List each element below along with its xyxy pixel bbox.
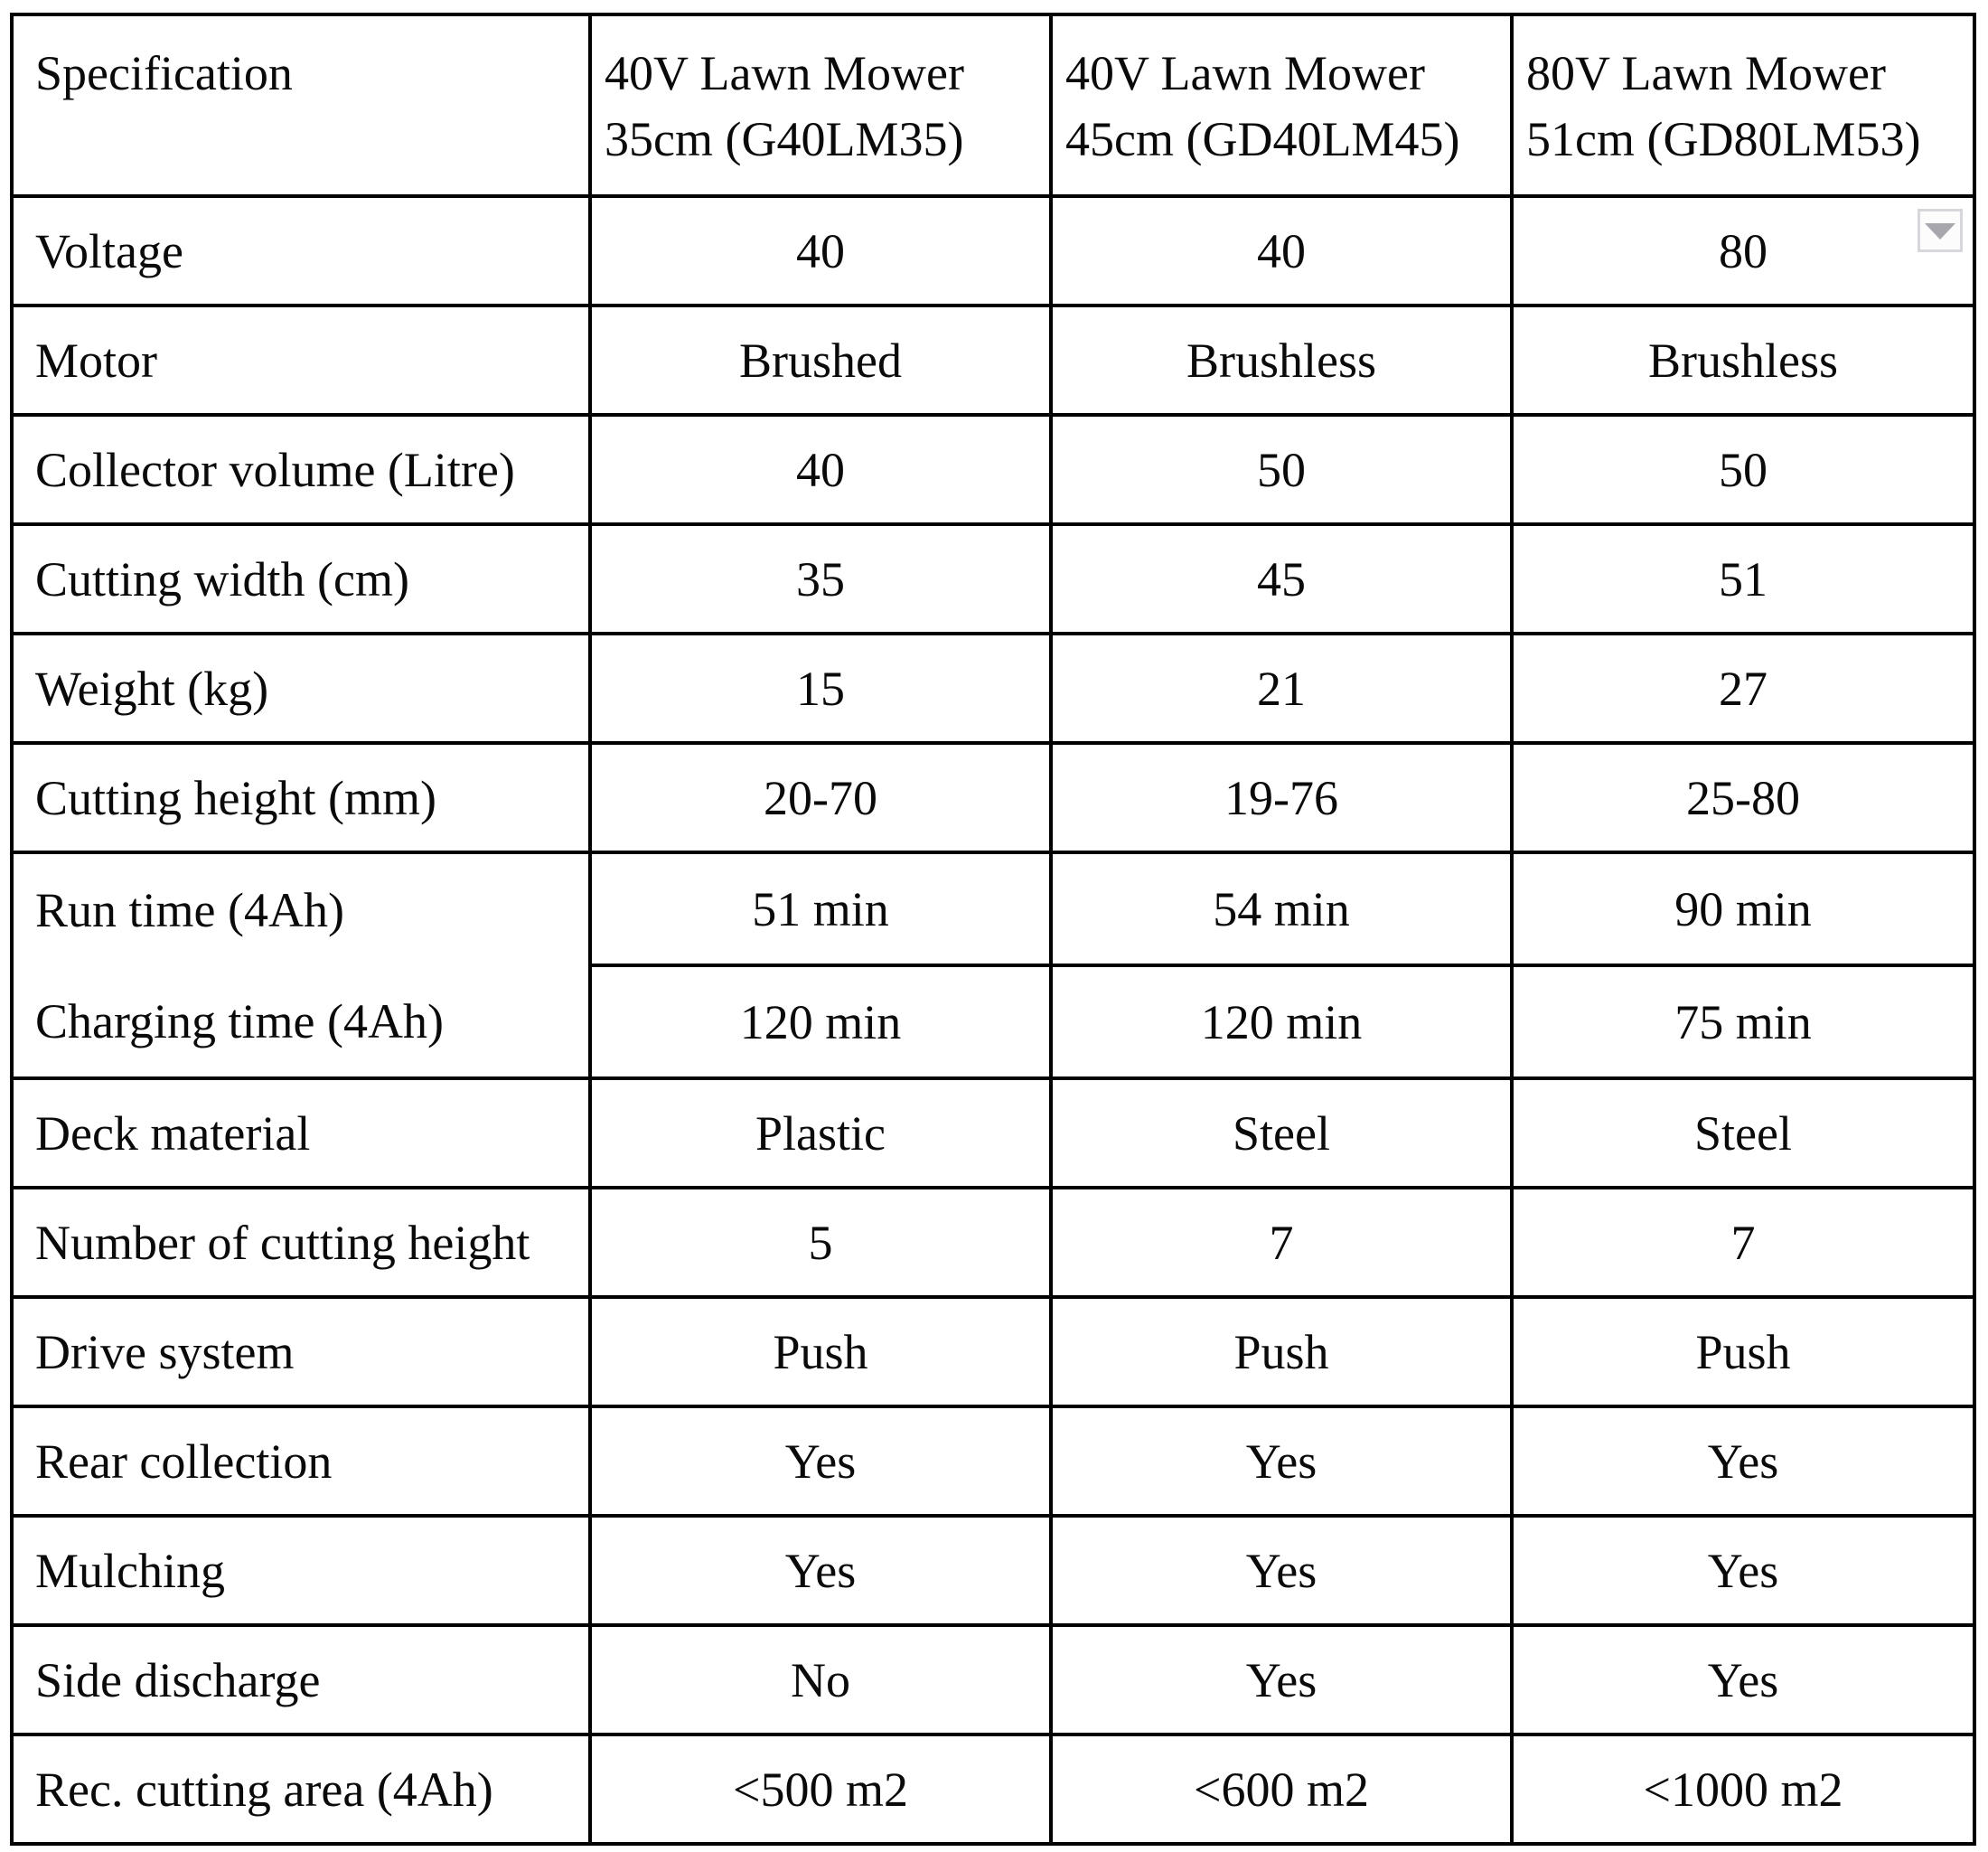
table-row bbox=[12, 524, 1974, 634]
spec-value-cell: Yes bbox=[1051, 1625, 1512, 1734]
spec-value-cell: Plastic bbox=[590, 1078, 1051, 1188]
column-header bbox=[1512, 14, 1974, 196]
spec-value-cell: <600 m2 bbox=[1051, 1734, 1512, 1844]
spec-value-cell: Yes bbox=[1512, 1516, 1974, 1625]
spec-value-cell: <500 m2 bbox=[590, 1734, 1051, 1844]
spec-value-cell: 7 bbox=[1512, 1188, 1974, 1297]
spec-value-cell: Yes bbox=[1051, 1406, 1512, 1516]
spec-value-cell: 21 bbox=[1051, 634, 1512, 743]
spec-value-cell: 54 min bbox=[1051, 852, 1512, 965]
spec-label-cell: Rec. cutting area (4Ah) bbox=[12, 1734, 590, 1844]
spec-value-cell: 35 bbox=[590, 524, 1051, 634]
table-row bbox=[12, 852, 1974, 965]
spec-value-cell: Steel bbox=[1512, 1078, 1974, 1188]
spec-label-cell-merged bbox=[12, 852, 590, 1078]
table-row bbox=[12, 743, 1974, 852]
spec-value-cell: 45 bbox=[1051, 524, 1512, 634]
spec-value-cell: 40 bbox=[590, 415, 1051, 524]
spec-label-cell: Voltage bbox=[12, 196, 590, 306]
header-row bbox=[12, 14, 1974, 196]
column-header-line: 45cm (GD40LM45) bbox=[1065, 112, 1460, 167]
column-header-line: 35cm (G40LM35) bbox=[605, 112, 964, 167]
spec-value-cell: 19-76 bbox=[1051, 743, 1512, 852]
spec-table-body bbox=[12, 196, 1974, 1844]
spec-label-cell: Mulching bbox=[12, 1516, 590, 1625]
spec-value-cell: 90 min bbox=[1512, 852, 1974, 965]
spec-label-cell: Cutting height (mm) bbox=[12, 743, 590, 852]
spec-value-cell: 120 min bbox=[590, 965, 1051, 1078]
spec-value-cell: Yes bbox=[1051, 1516, 1512, 1625]
spec-value-cell: Yes bbox=[590, 1406, 1051, 1516]
column-header-line: 40V Lawn Mower bbox=[1065, 46, 1425, 100]
spec-label-cell: Rear collection bbox=[12, 1406, 590, 1516]
spec-table bbox=[10, 13, 1976, 1846]
spec-value-cell: Yes bbox=[590, 1516, 1051, 1625]
chevron-down-icon bbox=[1925, 223, 1955, 240]
dropdown-arrow-button[interactable] bbox=[1918, 209, 1963, 252]
spec-value-cell: 40 bbox=[1051, 196, 1512, 306]
spec-label-cell: Weight (kg) bbox=[12, 634, 590, 743]
spec-value-cell: Yes bbox=[1512, 1625, 1974, 1734]
spec-value-cell: Push bbox=[1512, 1297, 1974, 1406]
spec-value-cell: Push bbox=[590, 1297, 1051, 1406]
table-row bbox=[12, 634, 1974, 743]
spec-value-cell: 25-80 bbox=[1512, 743, 1974, 852]
column-header-line: 40V Lawn Mower bbox=[605, 46, 964, 100]
spec-value-cell: Push bbox=[1051, 1297, 1512, 1406]
spec-value-cell: 50 bbox=[1512, 415, 1974, 524]
spec-label-cell: Cutting width (cm) bbox=[12, 524, 590, 634]
table-row bbox=[12, 1734, 1974, 1844]
spec-label-cell: Drive system bbox=[12, 1297, 590, 1406]
spec-label: Run time (4Ah) bbox=[35, 882, 344, 937]
spec-label: Charging time (4Ah) bbox=[35, 993, 444, 1048]
spec-value-cell: 7 bbox=[1051, 1188, 1512, 1297]
spec-value-cell: Steel bbox=[1051, 1078, 1512, 1188]
spec-value-cell: 40 bbox=[590, 196, 1051, 306]
column-header-line: 51cm (GD80LM53) bbox=[1526, 112, 1921, 167]
spec-label-cell: Deck material bbox=[12, 1078, 590, 1188]
spec-value-cell: Brushless bbox=[1512, 306, 1974, 415]
column-header bbox=[12, 14, 590, 196]
spec-value-cell: 15 bbox=[590, 634, 1051, 743]
table-row bbox=[12, 1297, 1974, 1406]
table-row bbox=[12, 1406, 1974, 1516]
column-header-line: Specification bbox=[35, 46, 293, 100]
spec-value-cell: Yes bbox=[1512, 1406, 1974, 1516]
spec-value-cell: 20-70 bbox=[590, 743, 1051, 852]
spec-value-cell: 51 min bbox=[590, 852, 1051, 965]
table-row bbox=[12, 1078, 1974, 1188]
table-row bbox=[12, 1625, 1974, 1734]
spec-label-cell: Number of cutting height bbox=[12, 1188, 590, 1297]
table-row bbox=[12, 1516, 1974, 1625]
spec-value-cell: No bbox=[590, 1625, 1051, 1734]
spec-value-cell: 120 min bbox=[1051, 965, 1512, 1078]
table-row bbox=[12, 306, 1974, 415]
spec-value-cell: <1000 m2 bbox=[1512, 1734, 1974, 1844]
spec-label-cell: Motor bbox=[12, 306, 590, 415]
spec-value-cell: Brushless bbox=[1051, 306, 1512, 415]
spec-label-cell: Side discharge bbox=[12, 1625, 590, 1734]
spec-value-cell: 80 bbox=[1512, 196, 1974, 306]
column-header-line: 80V Lawn Mower bbox=[1526, 46, 1886, 100]
column-header bbox=[1051, 14, 1512, 196]
spec-value-cell: Brushed bbox=[590, 306, 1051, 415]
column-header bbox=[590, 14, 1051, 196]
table-row bbox=[12, 1188, 1974, 1297]
spec-value-cell: 50 bbox=[1051, 415, 1512, 524]
table-row bbox=[12, 196, 1974, 306]
spec-value-cell: 51 bbox=[1512, 524, 1974, 634]
spec-label-cell: Collector volume (Litre) bbox=[12, 415, 590, 524]
spec-value-cell: 75 min bbox=[1512, 965, 1974, 1078]
spec-value-cell: 27 bbox=[1512, 634, 1974, 743]
spec-value-cell: 5 bbox=[590, 1188, 1051, 1297]
table-row bbox=[12, 415, 1974, 524]
